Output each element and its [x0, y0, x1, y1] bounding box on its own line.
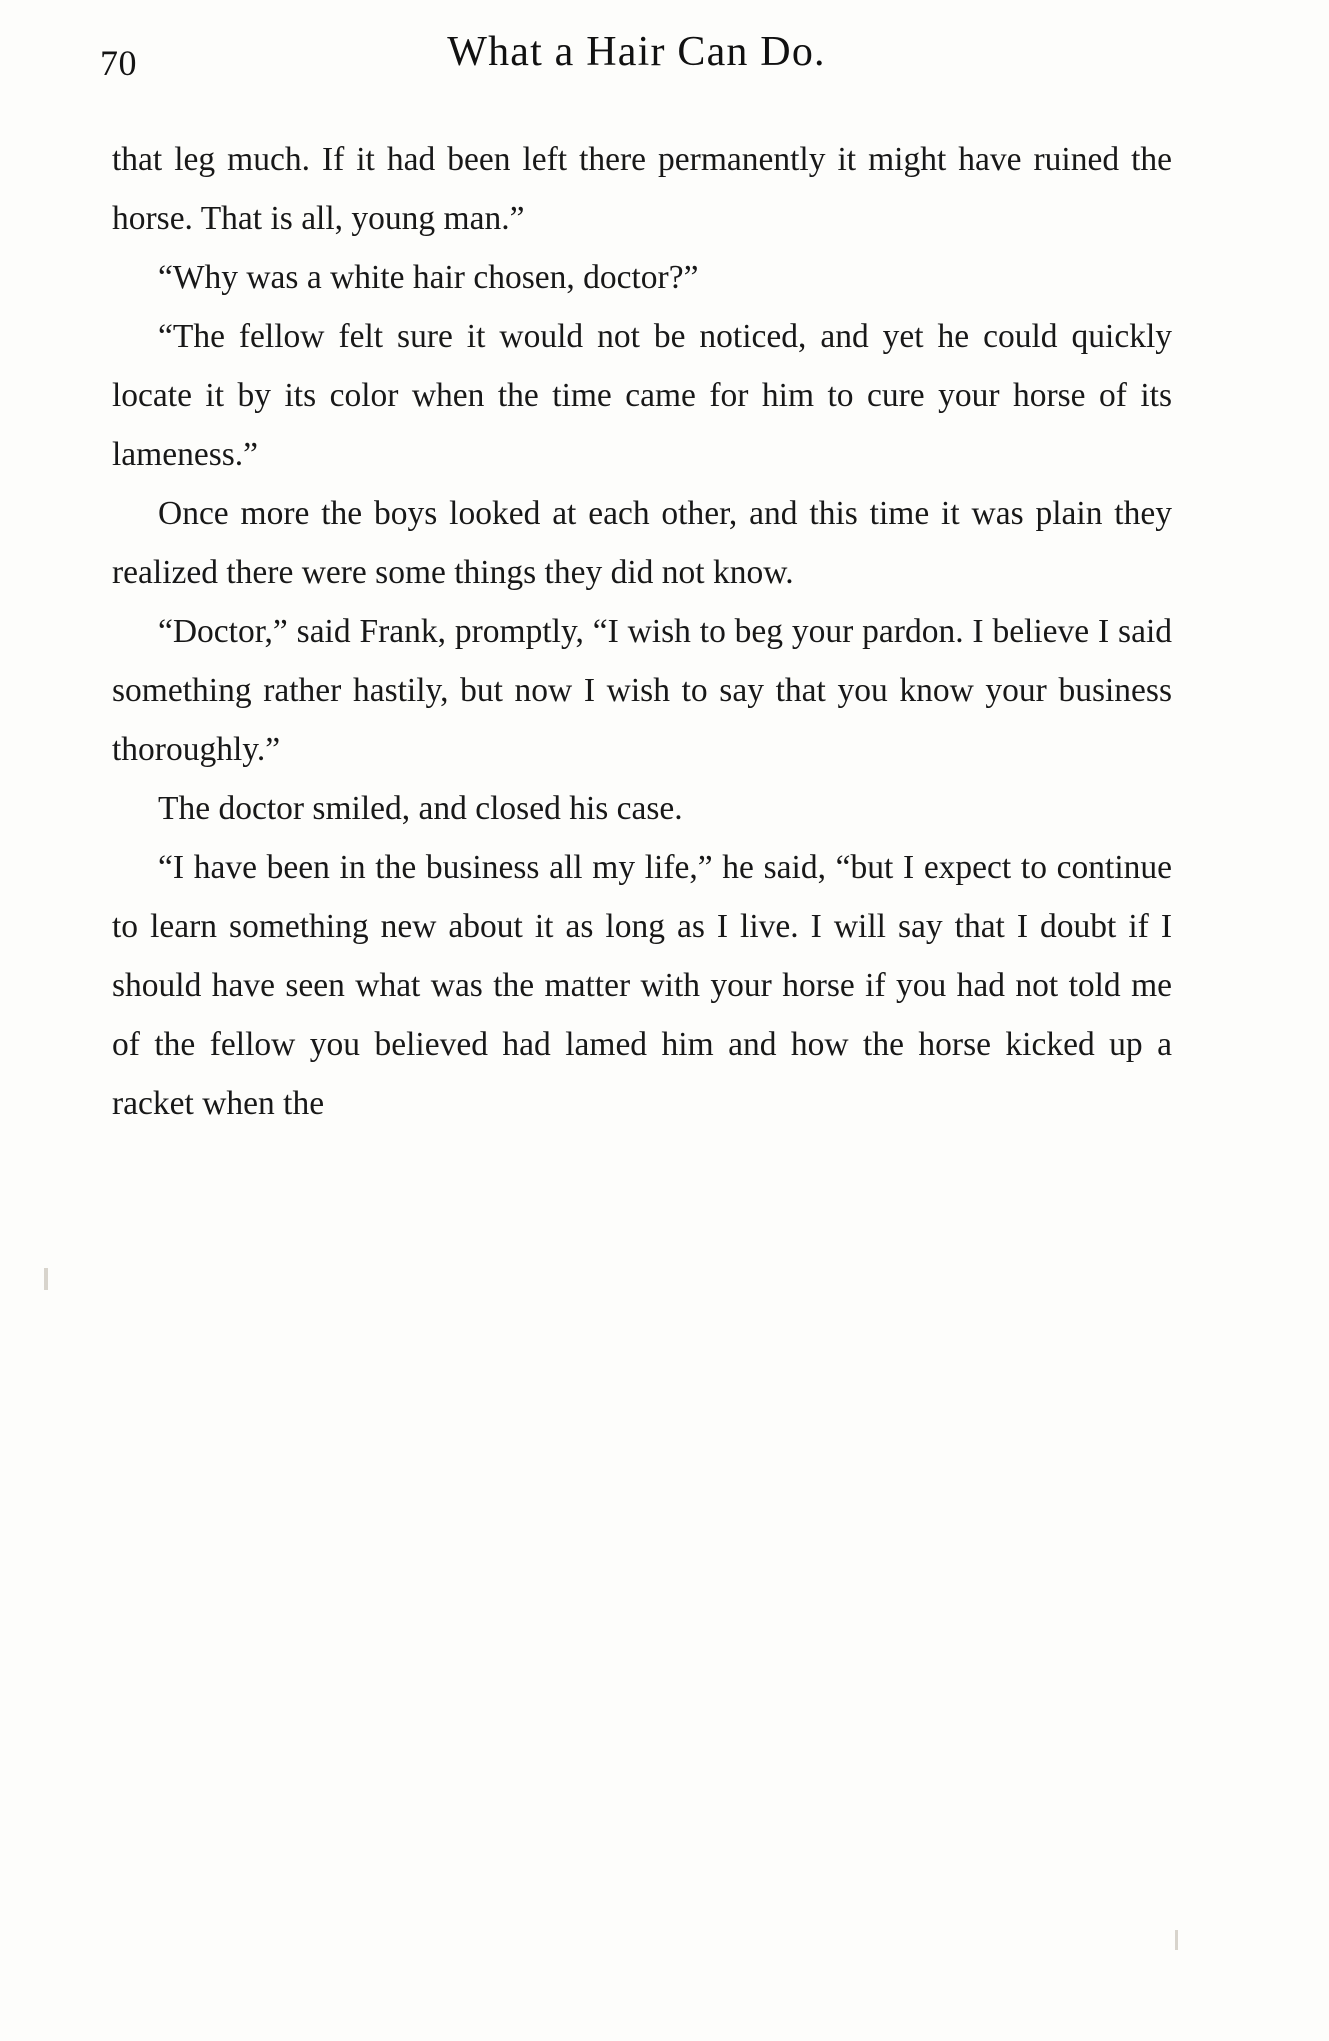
body-text — [112, 130, 1172, 1133]
paragraph: “I have been in the business all my life,” he said, “but I expect to continue to learn something new about it as long as I live. I will say that I doubt if I should have seen what was the matter with your horse if you had not told me of the fellow you believed had lamed him and how the horse kicked up a racket when the — [112, 849, 1172, 1122]
running-title: What a Hair Can Do. — [447, 29, 826, 75]
paragraph: The doctor smiled, and closed his case. — [158, 790, 683, 827]
paragraph: “Doctor,” said Frank, promptly, “I wish to beg your pardon. I believe I said something rather hastily, but now I wish to say that you know your business thoroughly.” — [112, 613, 1172, 768]
paragraph: “Why was a white hair chosen, doctor?” — [158, 259, 699, 296]
page-mark-left — [44, 1268, 48, 1290]
page-header — [100, 28, 1229, 98]
paragraph: that leg much. If it had been left there permanently it might have ruined the horse. That is all, young man.” — [112, 141, 1172, 237]
page-number: 70 — [100, 43, 137, 83]
page-mark-bottom — [1175, 1930, 1178, 1950]
paragraph: Once more the boys looked at each other, and this time it was plain they realized there were some things they did not know. — [112, 495, 1172, 591]
paragraph: “The fellow felt sure it would not be noticed, and yet he could quickly locate it by its color when the time came for him to cure your horse of its lameness.” — [112, 318, 1172, 473]
